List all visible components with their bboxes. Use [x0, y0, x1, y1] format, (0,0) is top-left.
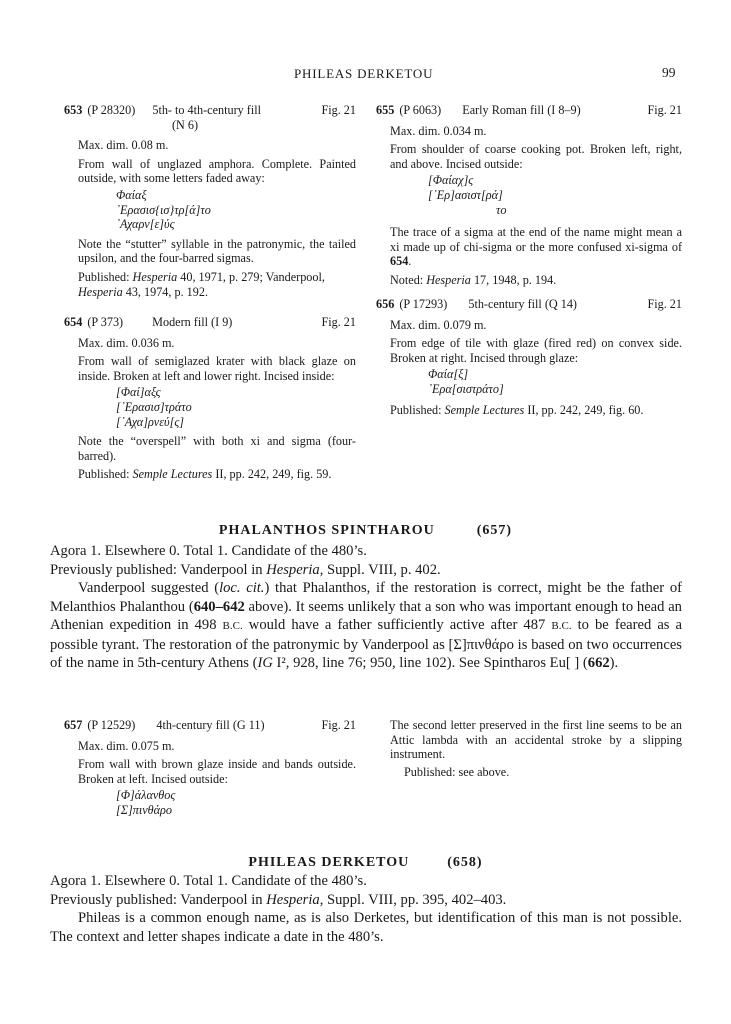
- discussion-paragraph: Phileas is a common enough name, as is also Derketes, but identification of this man is not possible. The context and letter shapes indicate a date in the 480’s.: [50, 910, 682, 945]
- greek-line: [᾽Ερασισ]τράτο: [116, 399, 192, 414]
- running-head: PHILEAS DERKETOU: [294, 66, 434, 81]
- greek-line: ᾽Αχαρν[ε]ύς: [116, 217, 175, 232]
- noted: Noted: Hesperia 17, 1948, p. 194.: [390, 272, 557, 287]
- description: From edge of tile with glaze (fired red) on convex side. Broken at right. Incised through glaze:: [390, 336, 682, 365]
- greek-line: Φαία[ξ]: [428, 367, 469, 382]
- entry-657: [64, 718, 356, 818]
- entry-number: 655: [376, 103, 395, 117]
- entry-654: [64, 315, 356, 482]
- figure-ref: Fig. 21: [647, 103, 682, 117]
- summary-line: Agora 1. Elsewhere 0. Total 1. Candidate of the 480’s.: [50, 543, 367, 559]
- context: Modern fill (I 9): [152, 315, 233, 329]
- description: From wall of unglazed amphora. Complete. Painted outside, with some letters faded away:: [78, 156, 356, 186]
- greek-line: [Σ]πινθάρο: [116, 802, 172, 817]
- dimension: Max. dim. 0.075 m.: [78, 738, 175, 753]
- publication: Published: see above.: [404, 764, 510, 779]
- publication: Published: Semple Lectures II, pp. 242, 249, fig. 60.: [390, 402, 644, 417]
- context: 5th- to 4th-century fill: [152, 103, 261, 117]
- greek-line: το: [496, 202, 507, 217]
- section-number: (658): [447, 855, 483, 870]
- entry-655: [376, 103, 682, 288]
- entry-number: 654: [64, 315, 83, 329]
- description: From wall of semiglazed krater with black glaze on inside. Broken at left and lower right. Incised inside:: [78, 354, 356, 383]
- note: Note the “stutter” syllable in the patronymic, the tailed upsilon, and the four-barred sigmas.: [78, 236, 356, 266]
- note: The second letter preserved in the first line seems to be an Attic lambda with an accidental stroke by a slipping instrument.: [390, 718, 682, 762]
- previously-published: Previously published: Vanderpool in Hesperia, Suppl. VIII, p. 402.: [50, 561, 441, 578]
- entry-656: [376, 297, 682, 417]
- context-continued: (N 6): [172, 117, 199, 132]
- greek-line: ᾽Ερα[σιστράτο]: [428, 381, 504, 396]
- greek-line: [᾽Ερ]ασιστ[ρά]: [428, 187, 503, 202]
- section-phalanthos-heading: [0, 521, 731, 539]
- greek-line: Φαίαξ: [116, 187, 147, 202]
- context: Early Roman fill (I 8–9): [462, 103, 581, 117]
- greek-line: ᾽Ερασισ{ισ}τρ[ά]το: [116, 202, 211, 217]
- section-phalanthos-body: [50, 542, 682, 673]
- entry-number: 656: [376, 297, 395, 311]
- publication: Published: Semple Lectures II, pp. 242, 249, fig. 59.: [78, 467, 332, 482]
- entry-657-commentary: [390, 718, 682, 779]
- greek-line: [᾽Αχα]ρνεύ[ς]: [116, 414, 185, 429]
- inventory-number: (P 17293): [399, 297, 448, 311]
- figure-ref: Fig. 21: [321, 103, 356, 117]
- inventory-number: (P 373): [87, 315, 124, 329]
- inventory-number: (P 28320): [87, 103, 136, 117]
- greek-line: [Φαί]αξς: [116, 385, 161, 400]
- description: From wall with brown glaze inside and bands outside. Broken at left. Incised outside:: [78, 757, 356, 786]
- dimension: Max. dim. 0.079 m.: [390, 317, 487, 332]
- entry-653: [64, 103, 356, 299]
- inventory-number: (P 6063): [399, 103, 442, 117]
- figure-ref: Fig. 21: [647, 297, 682, 311]
- previously-published: Previously published: Vanderpool in Hesperia, Suppl. VIII, pp. 395, 402–403.: [50, 891, 507, 908]
- dimension: Max. dim. 0.034 m.: [390, 123, 487, 138]
- inventory-number: (P 12529): [87, 718, 136, 732]
- page-number: 99: [662, 65, 676, 80]
- section-phileas-heading: [0, 853, 731, 871]
- entry-number: 657: [64, 718, 83, 732]
- figure-ref: Fig. 21: [321, 315, 356, 329]
- note: The trace of a sigma at the end of the name might mean a xi made up of chi-sigma or the more confused xi-sigma of 654.: [390, 225, 682, 269]
- context: 4th-century fill (G 11): [156, 718, 265, 732]
- dimension: Max. dim. 0.08 m.: [78, 138, 169, 153]
- section-number: (657): [476, 523, 513, 538]
- discussion-paragraph: Vanderpool suggested (loc. cit.) that Phalanthos, if the restoration is correct, might be the father of Melanthios Phalanthou (640–642 above). It seems unlikely that a son who was important enough to head an Athenian expedition in 498 B.C. would have a father sufficiently active after 487 B.C. to be feared as a possible tyrant. The restoration of the patronymic by Vanderpool as [Σ]πινθάρο is based on two occurrences of the name in 5th-century Athens (IG I², 928, line 76; 950, line 102). See Spintharos Eu[ ] (662).: [50, 580, 683, 671]
- section-title: PHALANTHOS SPINTHAROU: [218, 523, 435, 538]
- greek-line: [Φαίαχ]ς: [428, 173, 474, 188]
- section-title: PHILEAS DERKETOU: [248, 855, 410, 870]
- entry-number: 653: [64, 103, 83, 117]
- publication: Published: Hesperia 40, 1971, p. 279; Vanderpool, Hesperia 43, 1974, p. 192.: [78, 269, 325, 299]
- figure-ref: Fig. 21: [321, 718, 356, 732]
- description: From shoulder of coarse cooking pot. Broken left, right, and above. Incised outside:: [390, 142, 682, 171]
- summary-line: Agora 1. Elsewhere 0. Total 1. Candidate of the 480’s.: [50, 873, 367, 889]
- context: 5th-century fill (Q 14): [468, 297, 577, 311]
- dimension: Max. dim. 0.036 m.: [78, 335, 175, 350]
- greek-line: [Φ]άλανθος: [116, 788, 176, 803]
- section-phileas-body: [50, 872, 682, 946]
- note: Note the “overspell” with both xi and sigma (four-barred).: [78, 434, 356, 463]
